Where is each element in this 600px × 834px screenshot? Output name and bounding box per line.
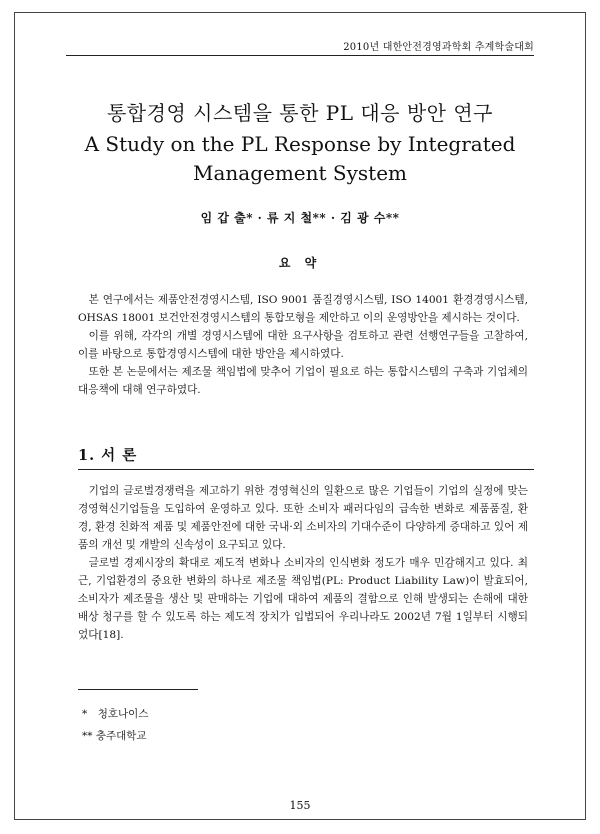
page-number: 155 xyxy=(289,799,311,812)
section-heading-introduction: 1. 서 론 xyxy=(78,447,138,464)
abstract-paragraph-2: 이를 위해, 각각의 개별 경영시스템에 대한 요구사항을 검토하고 관련 선행연구들을 고찰하여, 이를 바탕으로 통합경영시스템에 대한 방안을 제시하였다. xyxy=(78,330,528,360)
introduction-body xyxy=(78,482,528,644)
footnote-affiliation-1: * 청호나이스 xyxy=(82,708,149,720)
title-block xyxy=(40,100,560,188)
running-header: 2010년 대한안전경영과학회 추계학술대회 xyxy=(66,38,534,56)
abstract-paragraph-3: 또한 본 논문에서는 제조물 책임법에 맞추어 기업이 필요로 하는 통합시스템의 구축과 기업체의 대응책에 대해 연구하였다. xyxy=(78,366,528,396)
footnotes xyxy=(82,703,148,747)
title-english-line1: A Study on the PL Response by Integrated xyxy=(84,132,516,156)
title-english-line2: Management System xyxy=(192,161,408,185)
footnote-divider xyxy=(78,689,198,690)
author-list: 임 갑 출* · 류 지 철** · 김 광 수** xyxy=(200,211,400,225)
introduction-paragraph-2: 글로벌 경제시장의 확대로 제도적 변화나 소비자의 인식변화 정도가 매우 민감해지고 있다. 최근, 기업환경의 중요한 변화의 하나로 제조물 책임법(PL: Product Liability Law)이 발효되어, 소비자가 제조물을 생산 및 판매하는 기업에 대하여 제품의 결함으로 인해 발생되는 손해에 대한 배상 청구를 할 수 있도록 하는 제도적 장치가 입법되어 우리나라도 2002년 7월 1일부터 시행되었다[18]. xyxy=(78,557,528,641)
abstract-body xyxy=(78,291,528,399)
abstract-heading: 요 약 xyxy=(278,256,322,270)
introduction-paragraph-1: 기업의 글로벌경쟁력을 제고하기 위한 경영혁신의 일환으로 많은 기업들이 기업의 실정에 맞는 경영혁신기업들을 도입하여 운영하고 있다. 또한 소비자 패러다임의 급속한 변화로 제품품질, 환경, 환경 친화적 제품 및 제품안전에 대한 국내·외 소비자의 기대수준이 다양하게 증대하고 있어 제품의 개선 및 개발의 신속성이 요구되고 있다. xyxy=(78,485,528,551)
abstract-paragraph-1: 본 연구에서는 제품안전경영시스템, ISO 9001 품질경영시스템, ISO 14001 환경경영시스템, OHSAS 18001 보건안전경영시스템의 통합모형을 제안하고 이의 운영방안을 제시하는 것이다. xyxy=(78,294,528,324)
footnote-affiliation-2: ** 충주대학교 xyxy=(82,730,147,742)
title-korean: 통합경영 시스템을 통한 PL 대응 방안 연구 xyxy=(106,101,493,125)
section-divider xyxy=(78,469,534,470)
